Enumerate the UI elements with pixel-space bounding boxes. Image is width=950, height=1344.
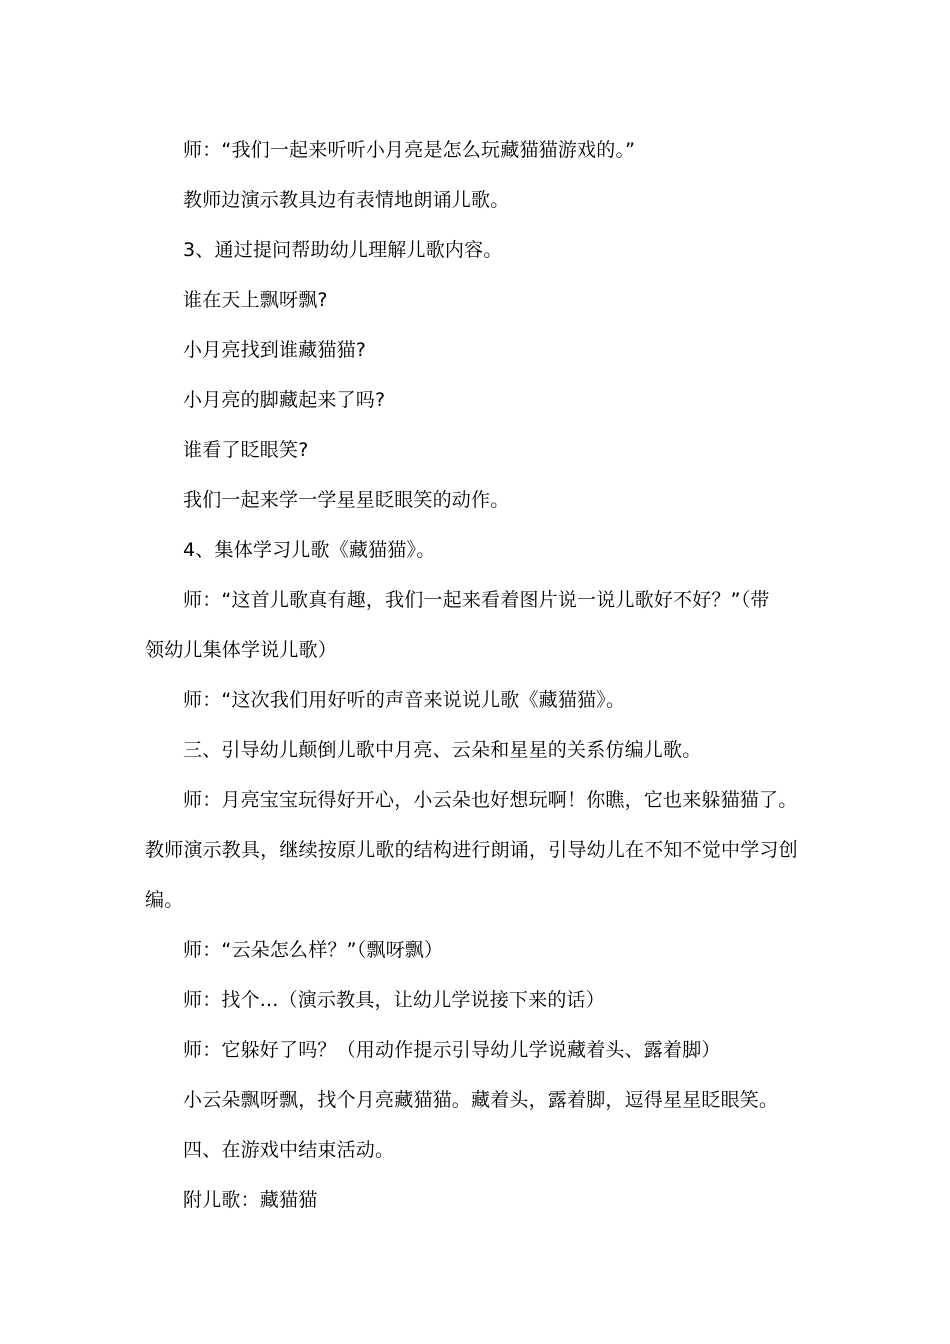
paragraph-find-one: 师：找个...（演示教具，让幼儿学说接下来的话） bbox=[183, 989, 605, 1011]
paragraph-moon-baby-cont: 教师演示教具，继续按原儿歌的结构进行朗诵，引导幼儿在不知不觉中学习创 bbox=[145, 839, 798, 861]
paragraph-teacher-interesting-cont: 领幼儿集体学说儿歌） bbox=[145, 639, 338, 661]
paragraph-moon-baby-end: 编。 bbox=[145, 889, 184, 911]
paragraph-teacher-listen: 师：“我们一起来听听小月亮是怎么玩藏猫猫游戏的。” bbox=[183, 139, 636, 161]
paragraph-teacher-interesting: 师：“这首儿歌真有趣，我们一起来看着图片说一说儿歌好不好？”（带 bbox=[183, 589, 770, 611]
paragraph-hidden-well: 师：它躲好了吗？（用动作提示引导幼儿学说藏着头、露着脚） bbox=[183, 1039, 721, 1061]
question-2: 小月亮找到谁藏猫猫? bbox=[183, 339, 367, 361]
paragraph-cloud-how: 师：“云朵怎么样？”（飘呀飘） bbox=[183, 939, 444, 961]
section-4-heading: 四、在游戏中结束活动。 bbox=[183, 1139, 395, 1161]
paragraph-teacher-nice-voice: 师：“这次我们用好听的声音来说说儿歌《藏猫猫》。 bbox=[183, 689, 626, 711]
appendix-song-title: 附儿歌：藏猫猫 bbox=[183, 1189, 318, 1211]
question-4: 谁看了眨眼笑? bbox=[183, 439, 309, 461]
question-3: 小月亮的脚藏起来了吗? bbox=[183, 389, 386, 411]
paragraph-teacher-demo: 教师边演示教具边有表情地朗诵儿歌。 bbox=[183, 189, 510, 211]
step-4-heading: 4、集体学习儿歌《藏猫猫》。 bbox=[183, 539, 436, 561]
paragraph-moon-baby: 师：月亮宝宝玩得好开心，小云朵也好想玩啊！你瞧，它也来躲猫猫了。 bbox=[183, 789, 798, 811]
step-3-heading: 3、通过提问帮助幼儿理解儿歌内容。 bbox=[183, 239, 503, 261]
section-3-heading: 三、引导幼儿颠倒儿歌中月亮、云朵和星星的关系仿编儿歌。 bbox=[183, 739, 702, 761]
paragraph-star-action: 我们一起来学一学星星眨眼笑的动作。 bbox=[183, 489, 510, 511]
paragraph-cloud-verse: 小云朵飘呀飘，找个月亮藏猫猫。藏着头，露着脚，逗得星星眨眼笑。 bbox=[183, 1089, 779, 1111]
question-1: 谁在天上飘呀飘? bbox=[183, 289, 328, 311]
